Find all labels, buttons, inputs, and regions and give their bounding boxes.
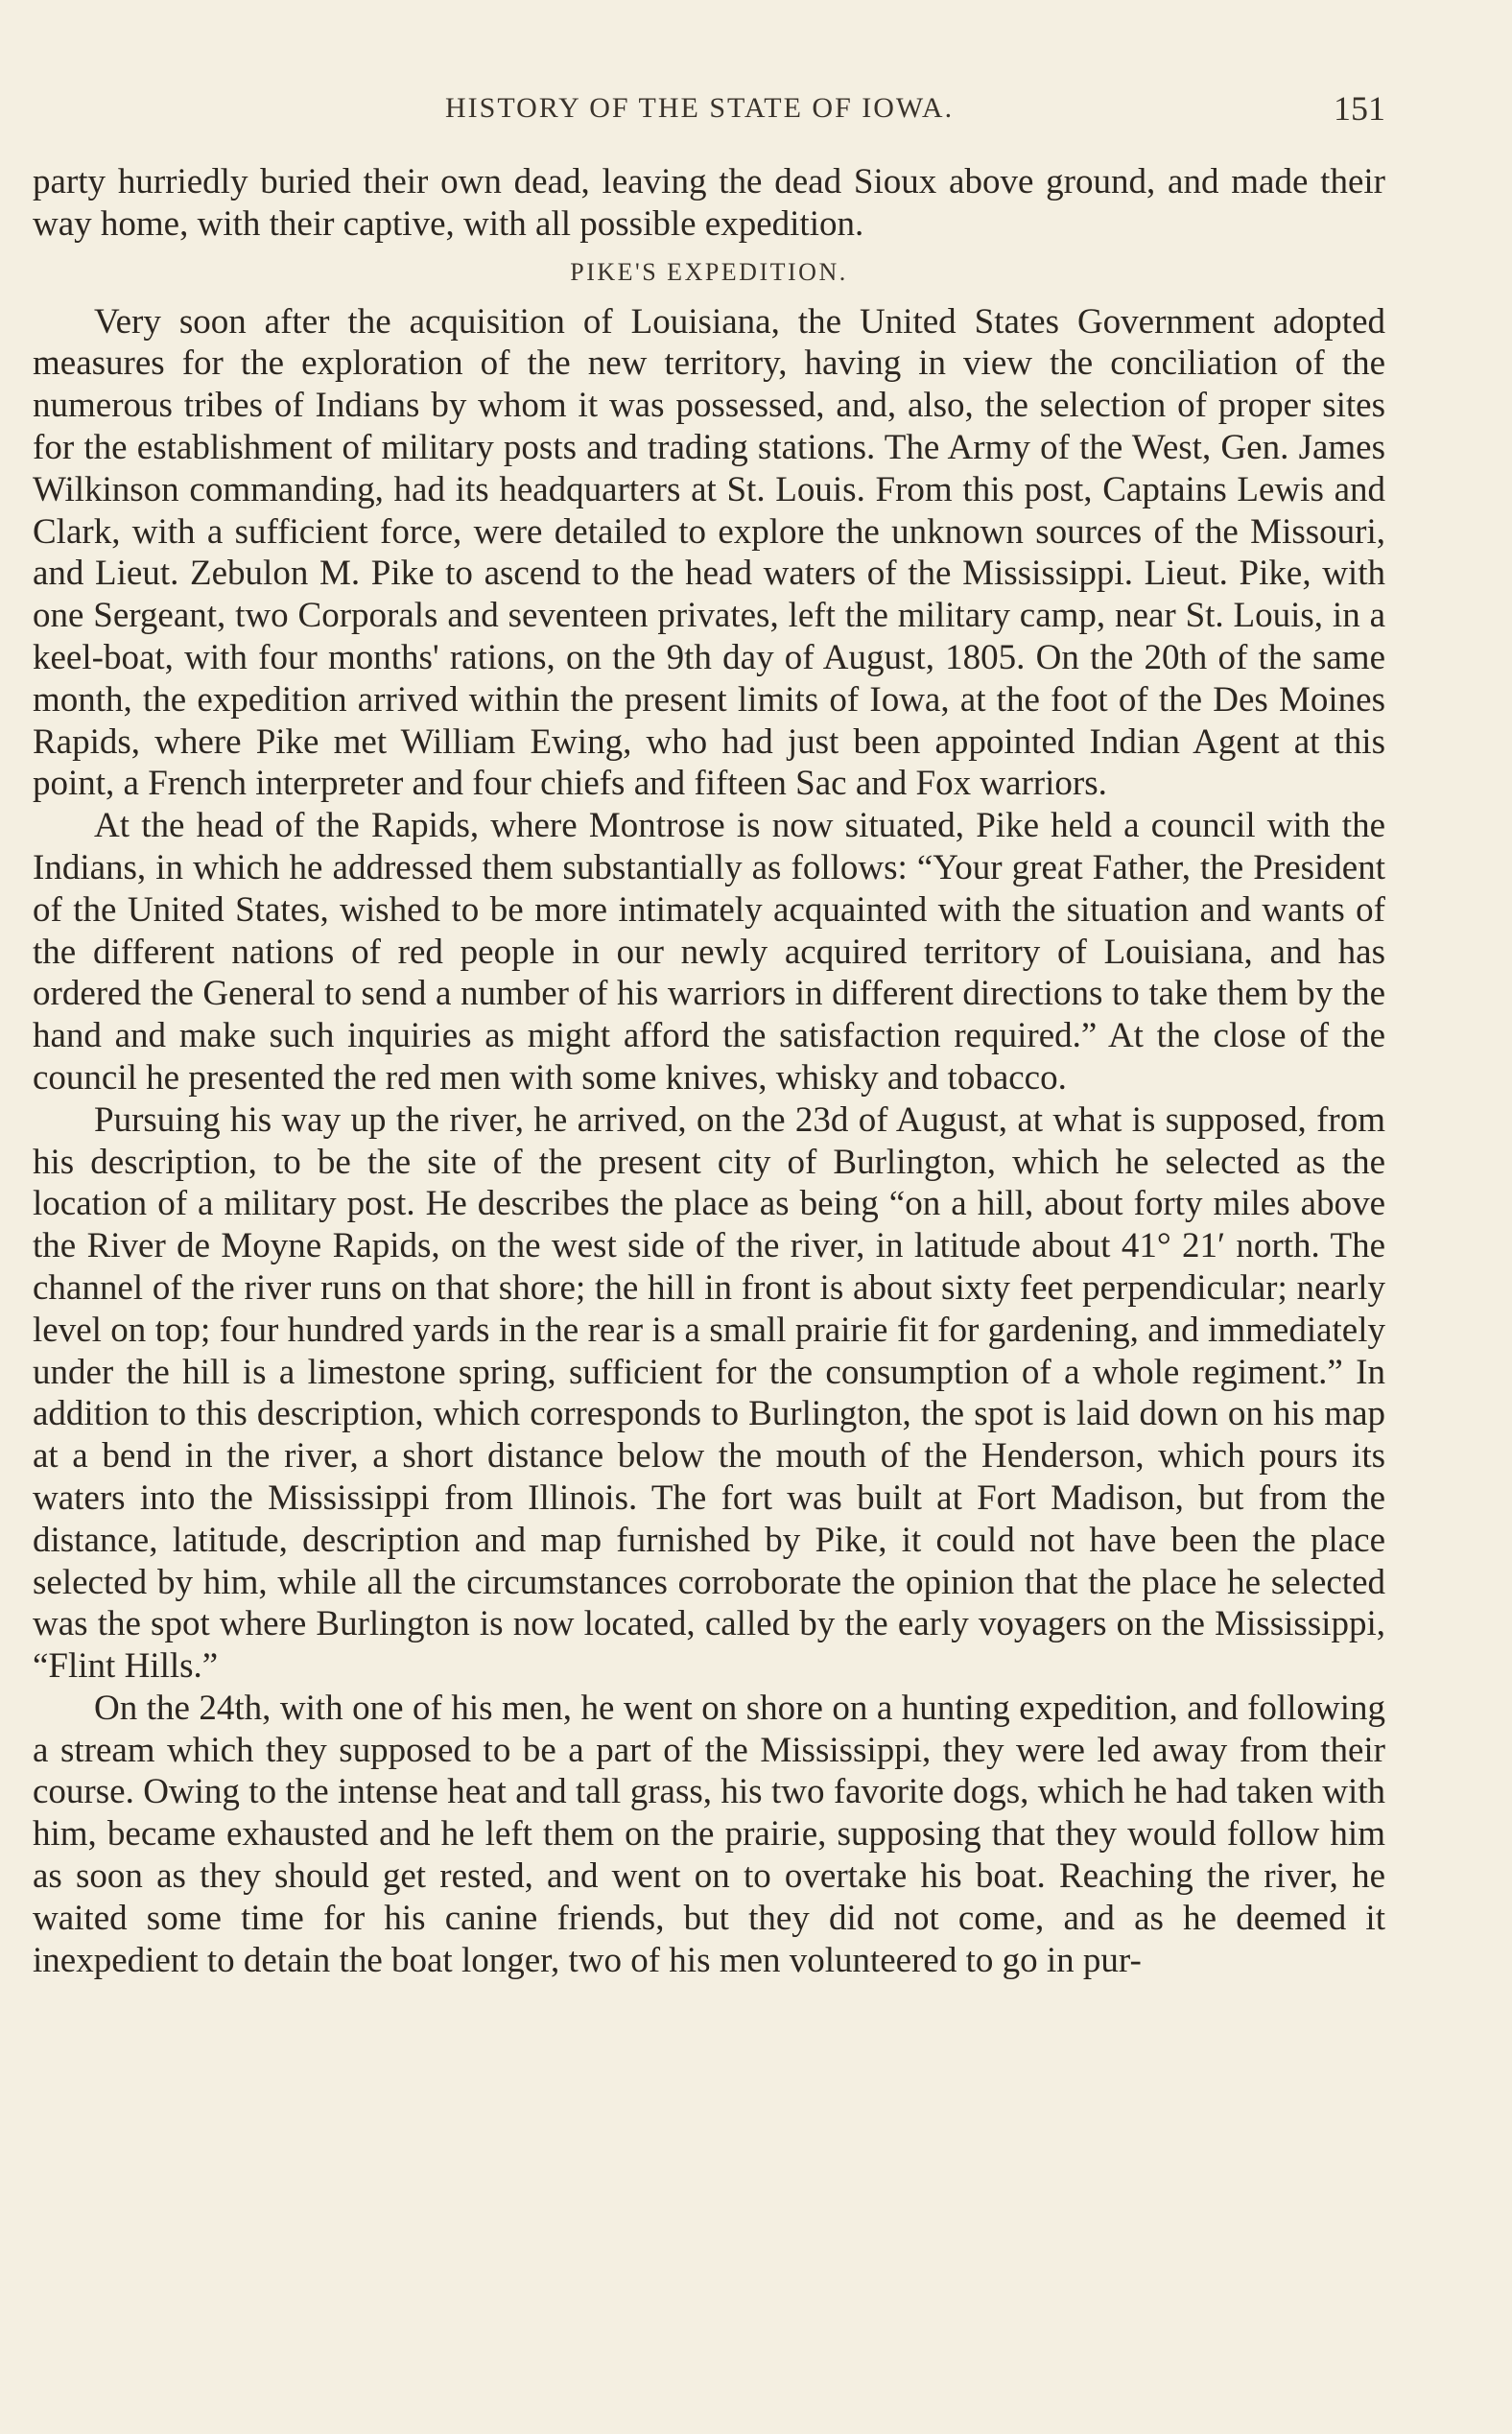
page-header — [33, 88, 1385, 136]
section-heading: PIKE'S EXPEDITION. — [570, 257, 848, 286]
running-head: HISTORY OF THE STATE OF IOWA. — [445, 92, 955, 124]
book-page — [33, 0, 1385, 2434]
paragraph: On the 24th, with one of his men, he went on shore on a hunting expedition, and following a stream which they supposed to be a part of the Mississippi, they were led away from their course. Owing to the intense heat and tall grass, his two favorite dogs, which he had taken with him, became exhausted and he left them on the prairie, supposing that they would follow him as soon as they should get rested, and went on to overtake his boat. Reaching the river, he waited some time for his canine friends, but they did not come, and as he deemed it inexpedient to detain the boat longer, two of his men volunteered to go in pur- — [33, 1688, 1385, 1980]
paragraph: Pursuing his way up the river, he arrived, on the 23d of August, at what is supposed, from his description, to be the site of the present city of Burlington, which he selected as the location of a military post. He describes the place as being “on a hill, about forty miles above the River de Moyne Rapids, on the west side of the river, in latitude about 41° 21′ north. The channel of the river runs on that shore; the hill in front is about sixty feet perpendicular; nearly level on top; four hundred yards in the rear is a small prairie fit for gardening, and immediately under the hill is a limestone spring, sufficient for the consumption of a whole regiment.” In addition to this description, which corresponds to Burlington, the spot is laid down on his map at a bend in the river, a short distance below the mouth of the Henderson, which pours its waters into the Mississippi from Illinois. The fort was built at Fort Madison, but from the distance, latitude, description and map furnished by Pike, it could not have been the place selected by him, while all the circumstances corroborate the opinion that the place he selected was the spot where Burlington is now located, called by the early voyagers on the Mississippi, “Flint Hills.” — [33, 1099, 1385, 1687]
paragraph: Very soon after the acquisition of Louisiana, the United States Government adopted measures for the exploration of the new territory, having in view the conciliation of the numerous tribes of Indians by whom it was possessed, and, also, the selection of proper sites for the establishment of military posts and trading stations. The Army of the West, Gen. James Wilkinson commanding, had its headquarters at St. Louis. From this post, Captains Lewis and Clark, with a sufficient force, were detailed to explore the unknown sources of the Missouri, and Lieut. Zebulon M. Pike to ascend to the head waters of the Mississippi. Lieut. Pike, with one Sergeant, two Corporals and seventeen privates, left the military camp, near St. Louis, in a keel-boat, with four months' rations, on the 9th day of August, 1805. On the 20th of the same month, the expedition arrived within the present limits of Iowa, at the foot of the Des Moines Rapids, where Pike met William Ewing, who had just been appointed Indian Agent at this point, a French interpreter and four chiefs and fifteen Sac and Fox warriors. — [33, 301, 1385, 804]
body-text — [33, 161, 1385, 1981]
continuation-paragraph: party hurriedly buried their own dead, leaving the dead Sioux above ground, and made their way home, with their captive, with all possible expedition. — [33, 162, 1385, 244]
paragraph: At the head of the Rapids, where Montrose is now situated, Pike held a council with the Indians, in which he addressed them substantially as follows: “Your great Father, the President of the United States, wished to be more intimately acquainted with the situation and wants of the different nations of red people in our newly acquired territory of Louisiana, and has ordered the General to send a number of his warriors in different directions to take them by the hand and make such inquiries as might afford the satisfaction required.” At the close of the council he presented the red men with some knives, whisky and tobacco. — [33, 806, 1385, 1098]
page-number: 151 — [1334, 89, 1385, 128]
